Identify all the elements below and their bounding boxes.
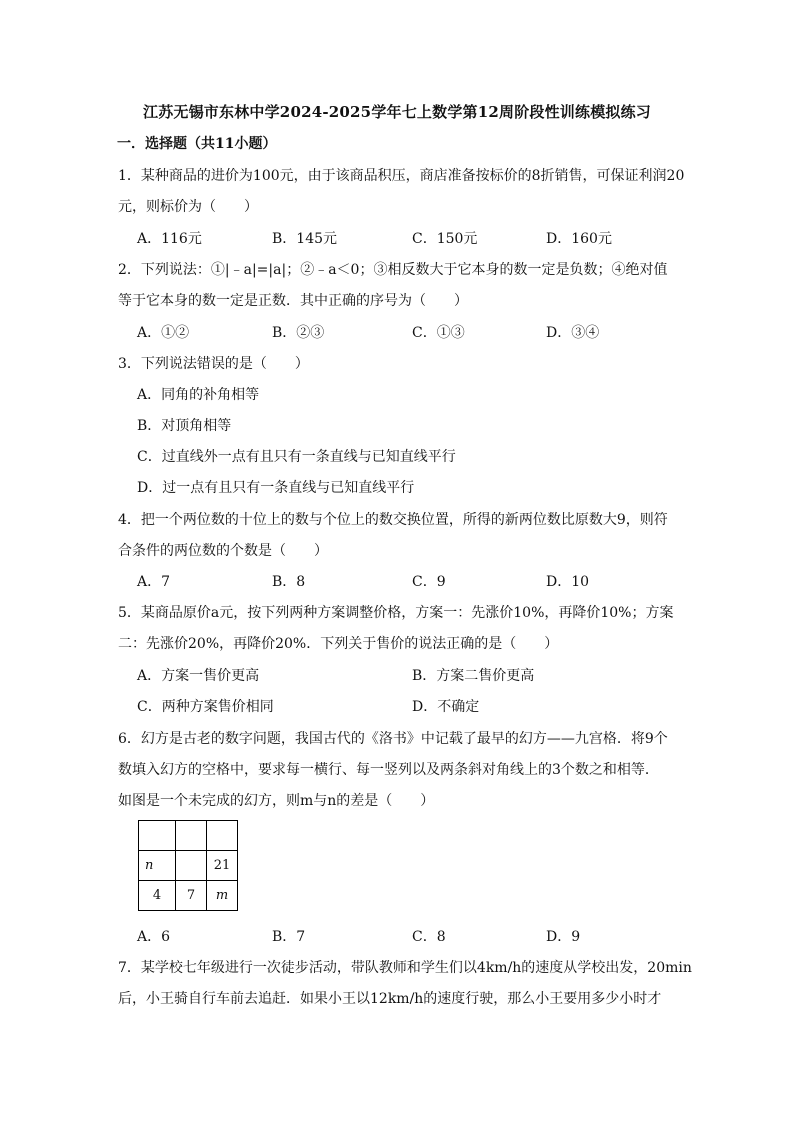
q5-line-2: 二：先涨价20%，再降价20%．下列关于售价的说法正确的是（ ） (118, 636, 559, 652)
q1-line-1: 1．某种商品的进价为100元，由于该商品积压，商店准备按标价的8折销售，可保证利润20 (118, 168, 685, 184)
q3-line-1: 3．下列说法错误的是（ ） (118, 356, 309, 372)
grid-cell-r1c2 (176, 821, 207, 851)
grid-cell-r3c3: m (207, 881, 238, 911)
q1-option-b: B．145元 (272, 231, 338, 247)
q6-line-1: 6．幻方是古老的数字问题，我国古代的《洛书》中记载了最早的幻方——九宫格．将9个 (118, 731, 668, 747)
q4-option-c: C．9 (412, 574, 446, 590)
q6-option-d: D．9 (546, 929, 581, 945)
q4-line-2: 合条件的两位数的个数是（ ） (118, 543, 328, 559)
q4-line-1: 4．把一个两位数的十位上的数与个位上的数交换位置，所得的新两位数比原数大9，则符 (118, 512, 668, 528)
q5-option-d: D．不确定 (412, 699, 480, 715)
q4-option-a: A．7 (137, 574, 171, 590)
q2-line-2: 等于它本身的数一定是正数．其中正确的序号为（ ） (118, 293, 468, 309)
q2-option-b: B．②③ (272, 325, 325, 341)
q5-line-1: 5．某商品原价a元，按下列两种方案调整价格，方案一：先涨价10%，再降价10%；方案 (118, 605, 674, 621)
q2-option-c: C．①③ (412, 325, 465, 341)
q5-option-a: A．方案一售价更高 (137, 668, 260, 684)
grid-cell-r1c3 (207, 821, 238, 851)
q6-line-3: 如图是一个未完成的幻方，则m与n的差是（ ） (118, 793, 435, 809)
q6-line-2: 数填入幻方的空格中，要求每一横行、每一竖列以及两条斜对角线上的3个数之和相等． (118, 762, 659, 778)
section-heading: 一．选择题（共11小题） (117, 136, 277, 152)
page-title: 江苏无锡市东林中学2024-2025学年七上数学第12周阶段性训练模拟练习 (143, 103, 651, 121)
q5-option-b: B．方案二售价更高 (412, 668, 535, 684)
q3-option-a: A．同角的补角相等 (137, 387, 260, 403)
grid-cell-r2c2 (176, 851, 207, 881)
grid-cell-r3c2: 7 (176, 881, 207, 911)
q7-line-2: 后，小王骑自行车前去追赶．如果小王以12km/h的速度行驶，那么小王要用多少小时才 (118, 991, 662, 1007)
magic-square-grid (138, 820, 238, 911)
q6-option-b: B．7 (272, 929, 306, 945)
q4-option-b: B．8 (272, 574, 306, 590)
grid-cell-r1c1 (139, 821, 176, 851)
q2-option-d: D．③④ (546, 325, 600, 341)
grid-cell-r2c1: n (139, 851, 176, 881)
grid-cell-r3c1: 4 (139, 881, 176, 911)
q6-option-c: C．8 (412, 929, 446, 945)
q1-line-2: 元，则标价为（ ） (118, 199, 258, 215)
q3-option-d: D．过一点有且只有一条直线与已知直线平行 (137, 480, 415, 496)
q3-option-b: B．对顶角相等 (137, 418, 232, 434)
q3-option-c: C．过直线外一点有且只有一条直线与已知直线平行 (137, 449, 456, 465)
q1-option-d: D．160元 (546, 231, 612, 247)
q5-option-c: C．两种方案售价相同 (137, 699, 274, 715)
q2-line-1: 2．下列说法：①|﹣a|=|a|；②﹣a＜0；③相反数大于它本身的数一定是负数；④绝对值 (118, 262, 668, 278)
q6-option-a: A．6 (137, 929, 171, 945)
q4-option-d: D．10 (546, 574, 590, 590)
q7-line-1: 7．某学校七年级进行一次徒步活动，带队教师和学生们以4km/h的速度从学校出发，20min (118, 960, 692, 976)
grid-cell-r2c3: 21 (207, 851, 238, 881)
q1-option-a: A．116元 (137, 231, 202, 247)
q2-option-a: A．①② (137, 325, 190, 341)
q1-option-c: C．150元 (412, 231, 478, 247)
